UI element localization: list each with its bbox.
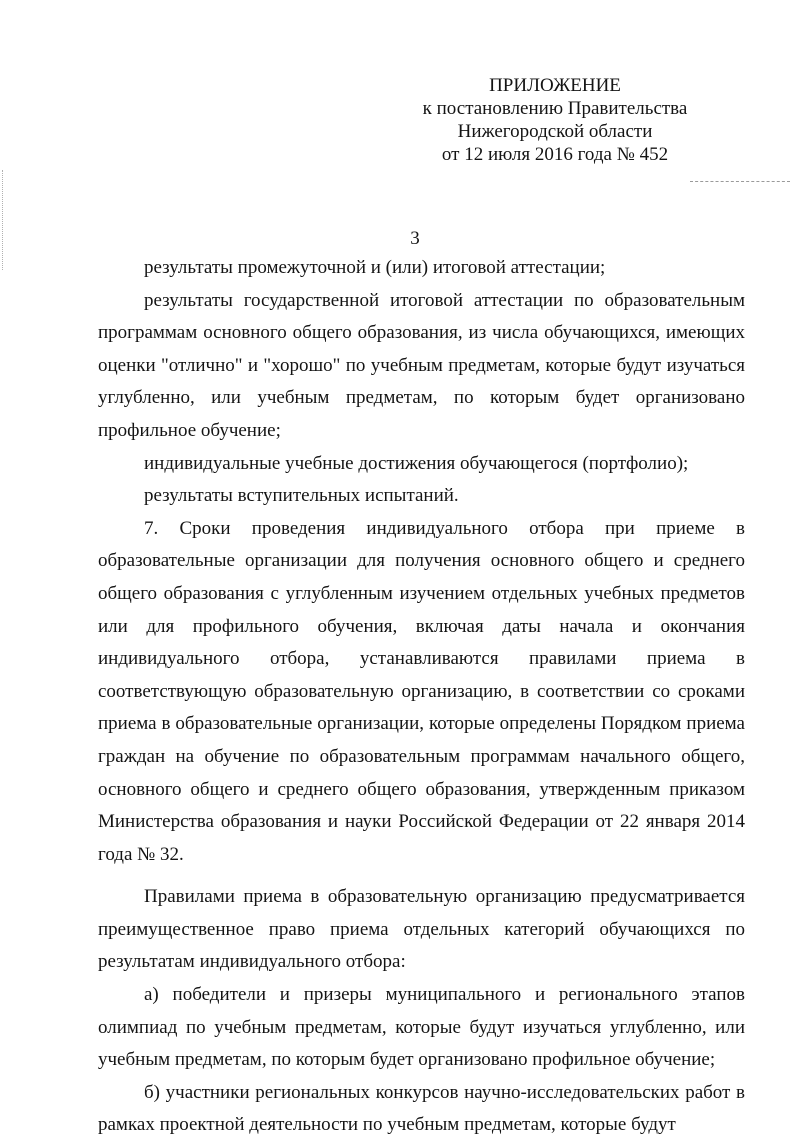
document-body bbox=[98, 252, 745, 1142]
header-divider bbox=[690, 181, 790, 182]
paragraph: результаты вступительных испытаний. bbox=[144, 485, 459, 507]
appendix-title: ПРИЛОЖЕНИЕ bbox=[489, 75, 621, 96]
paragraph: 7. Сроки проведения индивидуального отбора при приеме в образовательные организации для получения основного общего и среднего общего образования с углубленным изучением отдельных учебных предметов или для профильного обучения, включая даты начала и окончания индивидуального отбора, устанавливаются правилами приема в соответствующую образовательную организацию, в соответствии со сроками приема в образовательные организации, которые определены Порядком приема граждан на обучение по образовательным программам начального общего, основного общего и среднего общего образования, утвержденным приказом Министерства образования и науки Российской Федерации от 22 января 2014 года № 32. bbox=[98, 517, 745, 865]
paragraph: индивидуальные учебные достижения обучающегося (портфолио); bbox=[144, 452, 689, 474]
appendix-header bbox=[400, 74, 710, 166]
paragraph: результаты промежуточной и (или) итоговой аттестации; bbox=[144, 257, 606, 278]
paragraph: результаты государственной итоговой аттестации по образовательным программам основного общего образования, из числа обучающихся, имеющих оценки "отлично" и "хорошо" по учебным предметам, которые будут изучаться углубленно, или учебным предметам, по которым будет организовано профильное обучение; bbox=[98, 289, 745, 441]
scan-edge-mark bbox=[2, 170, 5, 270]
appendix-line-1: к постановлению Правительства bbox=[422, 98, 688, 119]
paragraph: а) победители и призеры муниципального и регионального этапов олимпиад по учебным предметам, которые будут изучаться углубленно, или учебным предметам, по которым будет организовано профильное обучение; bbox=[98, 984, 745, 1071]
appendix-line-3: от 12 июля 2016 года № 452 bbox=[441, 144, 669, 165]
paragraph: б) участники региональных конкурсов научно-исследовательских работ в рамках проектной деятельности по учебным предметам, которые будут bbox=[98, 1081, 745, 1136]
appendix-line-2: Нижегородской области bbox=[457, 121, 653, 142]
page-number: 3 bbox=[410, 228, 420, 249]
paragraph: Правилами приема в образовательную организацию предусматривается преимущественное право приема отдельных категорий обучающихся по результатам индивидуального отбора: bbox=[98, 886, 745, 973]
